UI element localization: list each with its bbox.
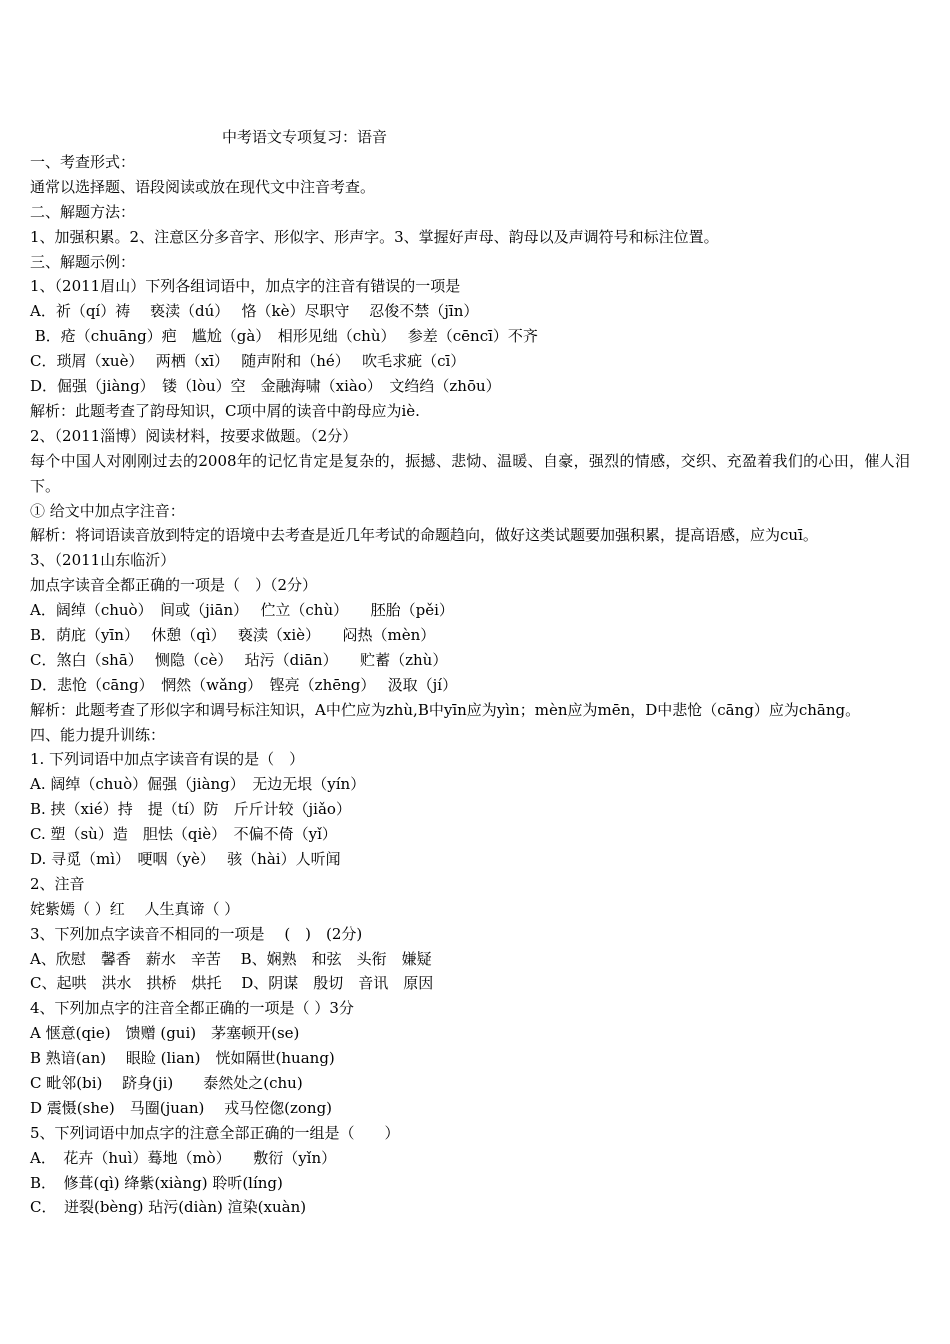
option-line: B．荫庇（yīn） 休憩（qì） 亵渎（xiè） 闷热（mèn）	[30, 625, 436, 644]
question-text: 1、（2011眉山）下列各组词语中，加点字的注音有错误的一项是	[30, 277, 461, 296]
option-line: D. 寻觅（mì） 哽咽（yè） 骇（hài）人听闻	[30, 849, 341, 868]
question-text: 2、（2011淄博）阅读材料，按要求做题。（2分）	[30, 426, 358, 445]
option-line: A．祈（qí）祷 亵渎（dú） 恪（kè）尽职守 忍俊不禁（jīn）	[30, 302, 479, 321]
question-text: 3、（2011山东临沂）	[30, 551, 176, 570]
question-text: 2、注音	[30, 874, 85, 893]
option-line: C．煞白（shā） 恻隐（cè） 玷污（diān） 贮蓄（zhù）	[30, 650, 448, 669]
question-text: 4、下列加点字的注音全都正确的一项是（ ）3分	[30, 999, 354, 1018]
question-text: 3、下列加点字读音不相同的一项是 ( ) (2分)	[30, 924, 363, 943]
paragraph: 通常以选择题、语段阅读或放在现代文中注音考查。	[30, 177, 376, 196]
analysis-text: 解析：将词语读音放到特定的语境中去考查是近几年考试的命题趋向，做好这类试题要加强积累，提高语感，应为cuī。	[30, 526, 818, 545]
option-line: C 毗邻(bi) 跻身(ji) 泰然处之(chu)	[30, 1073, 303, 1092]
reading-material: 每个中国人对刚刚过去的2008年的记忆肯定是复杂的，振撼、悲恸、温暖、自豪，强烈的情感，交织、充盈着我们的心田，催人泪下。	[30, 451, 910, 495]
option-line: A 惬意(qie) 馈赠 (gui) 茅塞顿开(se)	[30, 1024, 300, 1043]
option-line: B． 修葺(qì) 绛紫(xiàng) 聆听(líng)	[30, 1173, 283, 1192]
option-line: B．疮（chuāng）疤 尴尬（gà） 相形见绌（chù） 参差（cēncī）不齐	[30, 327, 538, 346]
paragraph: 1、加强积累。2、注意区分多音字、形似字、形声字。3、掌握好声母、韵母以及声调符号和标注位置。	[30, 227, 719, 246]
option-line: 姹紫嫣（ ）红 人生真谛（ ）	[30, 899, 240, 918]
option-line: B 熟谙(an) 眼睑 (lian) 恍如隔世(huang)	[30, 1049, 335, 1068]
analysis-text: 解析：此题考查了韵母知识，C项中屑的读音中韵母应为iè.	[30, 401, 420, 420]
option-line: A． 花卉（huì）蓦地（mò） 敷衍（yǐn）	[30, 1148, 337, 1167]
option-line: C． 迸裂(bèng) 玷污(diàn) 渲染(xuàn)	[30, 1198, 307, 1217]
option-line: C. 塑（sù）造 胆怯（qiè） 不偏不倚（yǐ）	[30, 825, 337, 844]
option-line: A．阔绰（chuò） 间或（jiān） 伫立（chù） 胚胎（pěi）	[30, 601, 454, 620]
section-heading-training: 四、能力提升训练：	[30, 725, 166, 744]
option-line: B. 挟（xié）持 提（tí）防 斤斤计较（jiǎo）	[30, 800, 351, 819]
question-text: ① 给文中加点字注音：	[30, 501, 185, 520]
section-heading-exam-form: 一、考查形式：	[30, 153, 136, 171]
analysis-text: 解析：此题考查了形似字和调号标注知识，A中伫应为zhù,B中yīn应为yìn；mèn应为mēn，D中悲怆（cāng）应为chāng。	[30, 700, 861, 719]
option-line: D．悲怆（cāng） 惘然（wǎng） 铿亮（zhēng） 汲取（jí）	[30, 675, 458, 694]
option-line: A、欣慰 馨香 薪水 辛苦 B、娴熟 和弦 头衔 嫌疑	[30, 949, 432, 968]
question-text: 加点字读音全都正确的一项是（ ）（2分）	[30, 576, 318, 595]
option-line: C．琐屑（xuè） 两栖（xī） 随声附和（hé） 吹毛求疵（cī）	[30, 352, 466, 371]
document-body	[30, 150, 910, 1220]
option-line: A. 阔绰（chuò）倔强（jiàng） 无边无垠（yín）	[30, 775, 366, 794]
question-text: 5、下列词语中加点字的注意全部正确的一组是（ ）	[30, 1123, 400, 1142]
option-line: C、起哄 洪水 拱桥 烘托 D、阴谋 殷切 音讯 原因	[30, 974, 434, 993]
option-line: D．倔强（jiàng） 镂（lòu）空 金融海啸（xiào） 文绉绉（zhōu）	[30, 377, 501, 396]
option-line: D 震慑(she) 马圈(juan) 戎马倥偬(zong)	[30, 1098, 333, 1117]
section-heading-examples: 三、解题示例：	[30, 252, 136, 271]
document-title: 中考语文专项复习：语音	[222, 128, 388, 146]
section-heading-method: 二、解题方法：	[30, 202, 136, 221]
question-text: 1. 下列词语中加点字读音有误的是（ ）	[30, 750, 305, 769]
